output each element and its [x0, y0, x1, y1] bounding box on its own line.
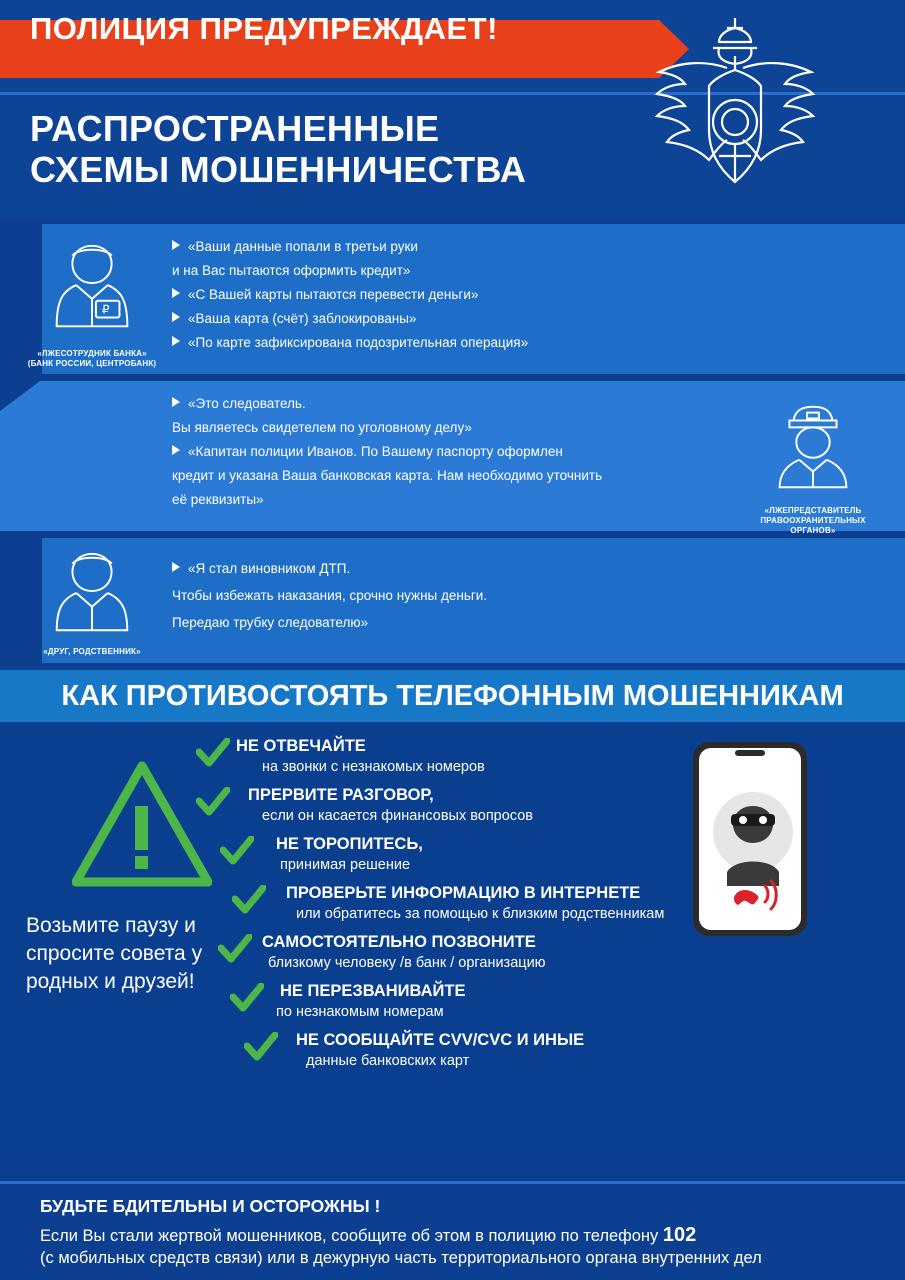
bullet-triangle-icon	[172, 336, 180, 346]
advice-item	[236, 736, 796, 777]
footer-text	[40, 1224, 885, 1269]
poster-footer	[0, 1181, 905, 1280]
advice-bold: НЕ СООБЩАЙТЕ CVV/CVC И ИНЫЕ	[296, 1031, 585, 1049]
check-icon	[232, 885, 266, 915]
advice-bold: ПРОВЕРЬТЕ ИНФОРМАЦИЮ В ИНТЕРНЕТЕ	[286, 884, 641, 902]
page-title	[30, 108, 526, 190]
check-icon	[220, 836, 254, 866]
check-icon	[196, 787, 230, 817]
advice-bold: САМОСТОЯТЕЛЬНО ПОЗВОНИТЕ	[262, 933, 536, 951]
scheme-line: «Я стал виновником ДТП.	[172, 560, 885, 577]
how-section-header	[0, 670, 905, 722]
advice-sub: принимая решение	[280, 857, 411, 873]
emergency-phone-number: 102	[662, 1224, 697, 1246]
advice-item	[296, 1030, 796, 1071]
page-title-line1: РАСПРОСТРАНЕННЫЕ	[30, 108, 440, 149]
footer-text-part2: (с мобильных средств связи) или в дежурную часть территориального органа внутренних дел	[40, 1249, 762, 1267]
advice-bold: ПРЕРВИТЕ РАЗГОВОР,	[248, 786, 434, 804]
page-title-line2: СХЕМЫ МОШЕННИЧЕСТВА	[30, 149, 527, 190]
advice-section	[0, 722, 905, 1152]
footer-text-part1: Если Вы стали жертвой мошенников, сообщите об этом в полицию по телефону	[40, 1227, 663, 1245]
scheme-line: Чтобы избежать наказания, срочно нужны деньги.	[172, 588, 488, 603]
scheme-lines	[172, 238, 885, 358]
scheme-line: «Это следователь.	[172, 395, 705, 412]
advice-sub: близкому человеку /в банк / организацию	[268, 955, 546, 971]
scheme-blocks	[0, 218, 905, 663]
scheme-lines	[172, 560, 885, 638]
scheme-line: «Капитан полиции Иванов. По Вашему паспорту оформлен	[172, 443, 705, 460]
poster-header	[0, 0, 905, 218]
advice-sub: или обратитесь за помощью к близким родственникам	[296, 906, 665, 922]
scheme-line: кредит и указана Ваша банковская карта. Нам необходимо уточнить	[172, 468, 603, 483]
advice-list	[236, 736, 796, 1079]
scheme-line: «Ваши данные попали в третьи руки	[172, 238, 885, 255]
scheme-line: «С Вашей карты пытаются перевести деньги»	[172, 286, 885, 303]
police-officer-icon	[743, 393, 883, 536]
scheme-lines	[172, 395, 705, 515]
how-section-title: КАК ПРОТИВОСТОЯТЬ ТЕЛЕФОННЫМ МОШЕННИКАМ	[61, 680, 844, 712]
persona-caption: «ЛЖЕПРЕДСТАВИТЕЛЬ ПРАВООХРАНИТЕЛЬНЫХ ОРГАНОВ»	[760, 506, 866, 535]
advice-bold: НЕ ОТВЕЧАЙТЕ	[236, 737, 366, 755]
warning-banner-text: ПОЛИЦИЯ ПРЕДУПРЕЖДАЕТ!	[30, 11, 498, 46]
advice-sub: если он касается финансовых вопросов	[262, 808, 533, 824]
persona-caption: «ЛЖЕСОТРУДНИК БАНКА» (БАНК РОССИИ, ЦЕНТРОБАНК)	[27, 349, 157, 368]
svg-text:₽: ₽	[101, 303, 110, 317]
scheme-line: Вы являетесь свидетелем по уголовному делу»	[172, 420, 472, 435]
advice-item	[248, 785, 796, 826]
check-icon	[244, 1032, 278, 1062]
advice-sub: по незнакомым номерам	[276, 1004, 444, 1020]
bullet-triangle-icon	[172, 288, 180, 298]
advice-item	[276, 834, 796, 875]
advice-bold: НЕ ПЕРЕЗВАНИВАЙТЕ	[280, 982, 466, 1000]
friend-relative-icon	[22, 546, 162, 657]
mvd-eagle-emblem-icon	[635, 10, 835, 205]
bullet-triangle-icon	[172, 312, 180, 322]
scheme-block	[0, 538, 905, 663]
check-icon	[230, 983, 264, 1013]
pause-advice-text: Возьмите паузу и спросите совета у родных и друзей!	[26, 914, 203, 993]
footer-title: БУДЬТЕ БДИТЕЛЬНЫ И ОСТОРОЖНЫ !	[40, 1196, 381, 1216]
scheme-line: «Ваша карта (счёт) заблокированы»	[172, 310, 885, 327]
scheme-block	[0, 381, 905, 535]
scheme-line: её реквизиты»	[172, 492, 264, 507]
advice-sub: на звонки с незнакомых номеров	[262, 759, 485, 775]
scheme-line: и на Вас пытаются оформить кредит»	[172, 263, 411, 278]
advice-item	[276, 981, 796, 1022]
scheme-line: Передаю трубку следователю»	[172, 615, 368, 630]
advice-sub: данные банковских карт	[306, 1053, 470, 1069]
persona-caption: «ДРУГ, РОДСТВЕННИК»	[43, 647, 141, 656]
bullet-triangle-icon	[172, 397, 180, 407]
advice-item	[262, 932, 796, 973]
scheme-block	[0, 224, 905, 374]
warning-triangle-icon	[72, 760, 212, 888]
bank-clerk-icon	[22, 236, 162, 369]
advice-bold: НЕ ТОРОПИТЕСЬ,	[276, 835, 423, 853]
bullet-triangle-icon	[172, 240, 180, 250]
advice-item	[286, 883, 796, 924]
check-icon	[218, 934, 252, 964]
bullet-triangle-icon	[172, 445, 180, 455]
check-icon	[196, 738, 230, 768]
scheme-line: «По карте зафиксирована подозрительная операция»	[172, 334, 885, 351]
bullet-triangle-icon	[172, 562, 180, 572]
